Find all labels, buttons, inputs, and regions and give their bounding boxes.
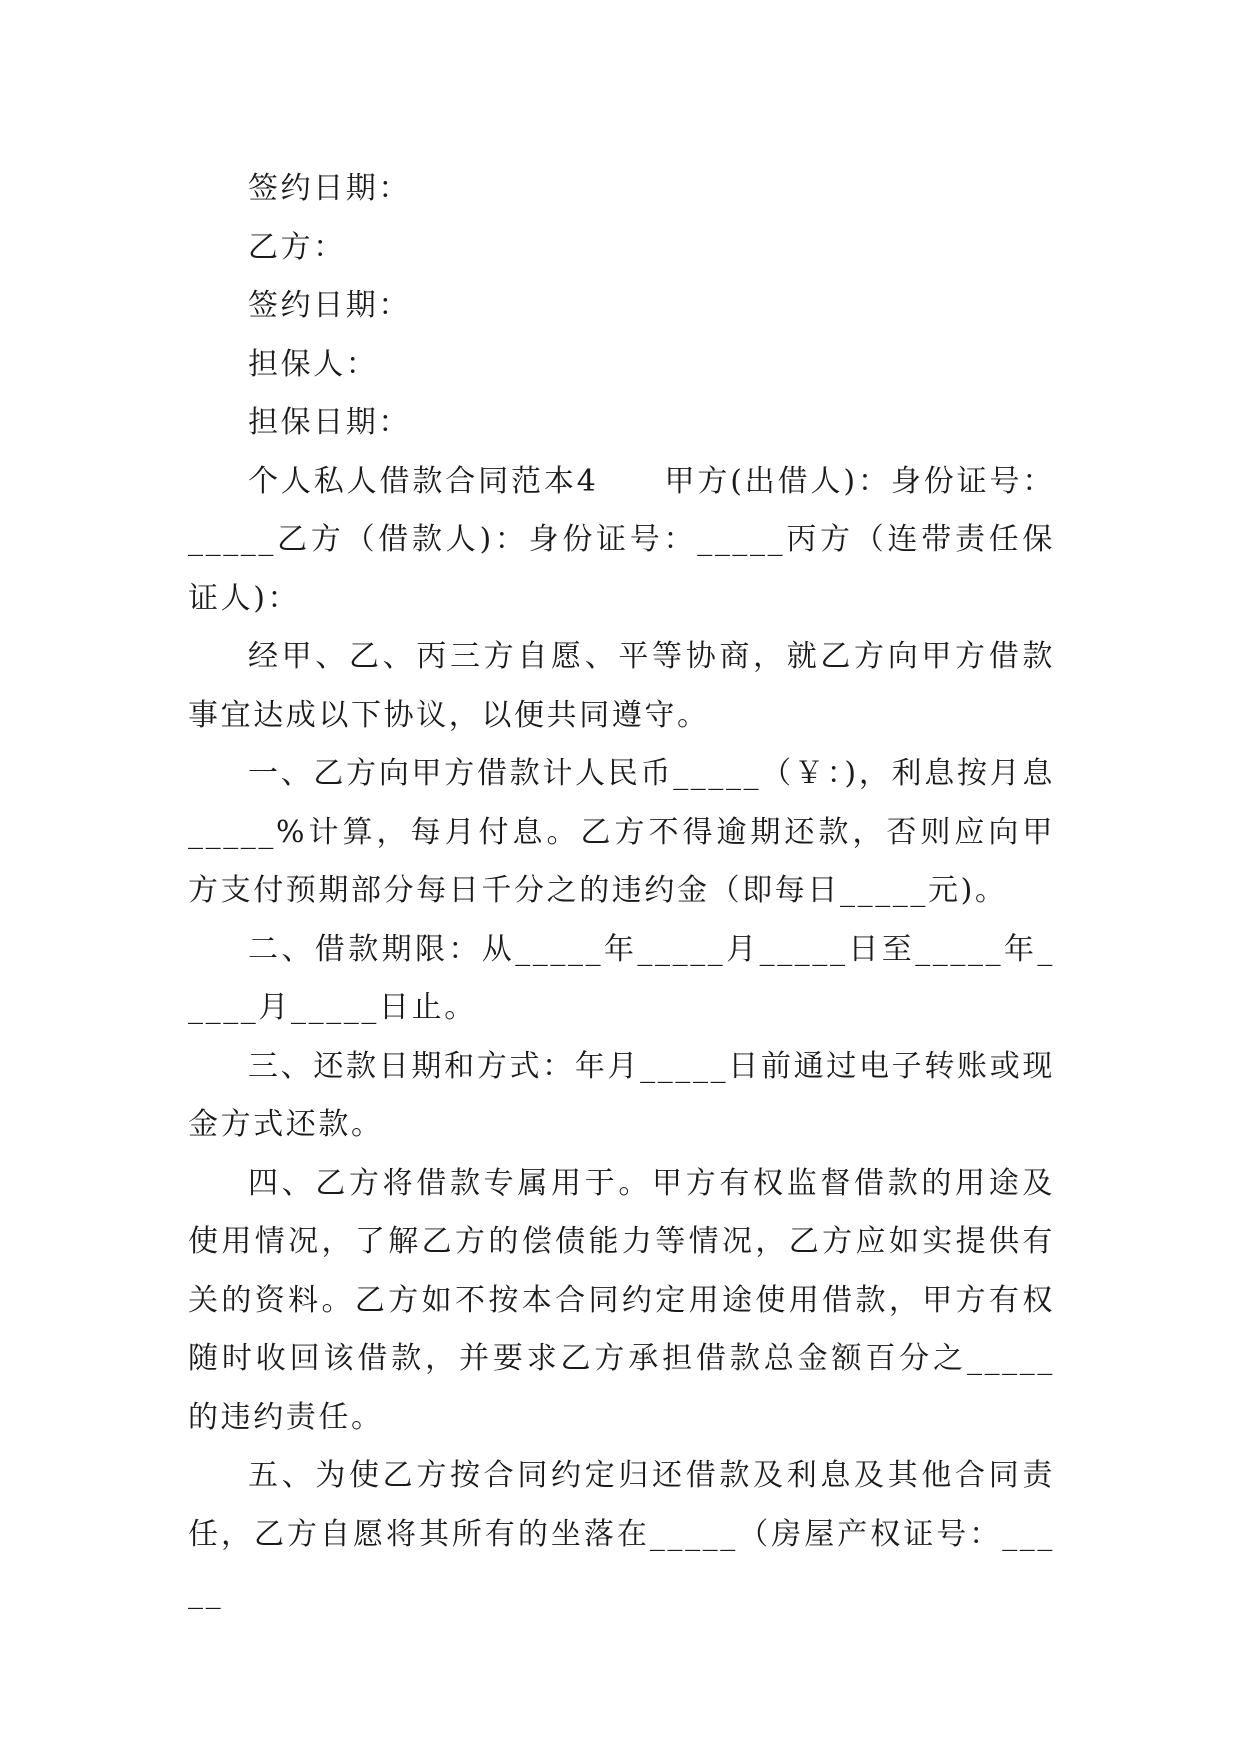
party-b-line: 乙方：	[248, 229, 346, 265]
clause-2-paragraph: 二、借款期限：从_____年_____月_____日至_____年_____月_____日止。	[188, 931, 1055, 1025]
guarantee-date-line: 担保日期：	[248, 405, 411, 440]
intro-paragraph: 经甲、乙、丙三方自愿、平等协商，就乙方向甲方借款事宜达成以下协议，以便共同遵守。	[188, 639, 1055, 733]
clause-3-paragraph: 三、还款日期和方式：年月_____日前通过电子转账或现金方式还款。	[188, 1048, 1055, 1142]
clause-1-paragraph: 一、乙方向甲方借款计人民币_____（￥：)，利息按月息_____%计算，每月付息。乙方不得逾期还款，否则应向甲方支付预期部分每日千分之的违约金（即每日_____元)。	[188, 756, 1055, 908]
clause-5-paragraph: 五、为使乙方按合同约定归还借款及利息及其他合同责任，乙方自愿将其所有的坐落在_____（房屋产权证号：_____	[188, 1458, 1055, 1610]
document-body	[188, 160, 1055, 1623]
signing-date-line-2: 签约日期：	[248, 288, 411, 323]
signing-date-line-1: 签约日期：	[248, 171, 411, 206]
clause-4-paragraph: 四、乙方将借款专属用于。甲方有权监督借款的用途及使用情况，了解乙方的偿债能力等情况，乙方应如实提供有关的资料。乙方如不按本合同约定用途使用借款，甲方有权随时收回该借款，并要求乙方承担借款总金额百分之_____的违约责任。	[188, 1165, 1055, 1435]
contract-heading-paragraph: 个人私人借款合同范本4 甲方(出借人)：身份证号：_____乙方（借款人)：身份证号：_____丙方（连带责任保证人)：	[188, 463, 1055, 616]
guarantor-line: 担保人：	[248, 346, 379, 382]
